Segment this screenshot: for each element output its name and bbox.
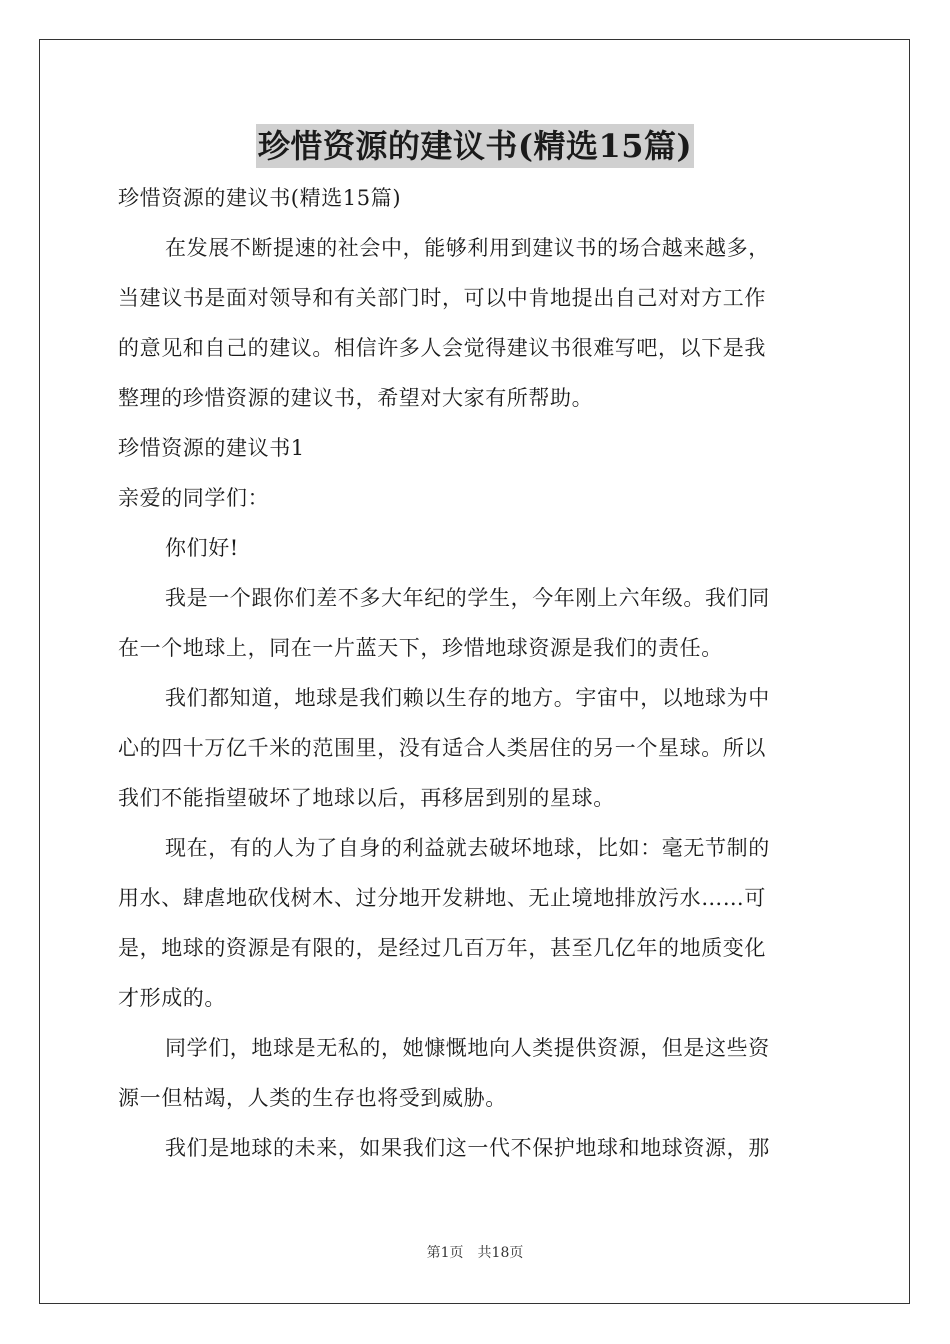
text-line: 同学们，地球是无私的，她慷慨地向人类提供资源，但是这些资 (165, 1036, 770, 1060)
text-line: 珍惜资源的建议书(精选15篇) (118, 186, 402, 210)
text-line: 你们好! (165, 536, 239, 560)
text-line: 才形成的。 (118, 986, 226, 1010)
text-line: 的意见和自己的建议。相信许多人会觉得建议书很难写吧，以下是我 (118, 336, 766, 360)
text-line: 现在，有的人为了自身的利益就去破坏地球，比如：毫无节制的 (165, 836, 770, 860)
text-line: 心的四十万亿千米的范围里，没有适合人类居住的另一个星球。所以 (118, 736, 766, 760)
page-footer (0, 1243, 950, 1263)
text-line: 整理的珍惜资源的建议书，希望对大家有所帮助。 (118, 386, 594, 410)
page-total: 共18页 (477, 1245, 524, 1261)
title-container (0, 124, 950, 168)
text-line: 珍惜资源的建议书1 (118, 436, 305, 460)
document-title: 珍惜资源的建议书(精选15篇) (256, 124, 694, 168)
text-line: 在发展不断提速的社会中，能够利用到建议书的场合越来越多， (165, 236, 770, 260)
text-line: 用水、肆虐地砍伐树木、过分地开发耕地、无止境地排放污水……可 (118, 886, 766, 910)
document-body (118, 173, 834, 1173)
text-line: 当建议书是面对领导和有关部门时，可以中肯地提出自己对对方工作 (118, 286, 766, 310)
text-line: 亲爱的同学们： (118, 486, 270, 510)
text-line: 我们不能指望破坏了地球以后，再移居到别的星球。 (118, 786, 615, 810)
text-line: 在一个地球上，同在一片蓝天下，珍惜地球资源是我们的责任。 (118, 636, 723, 660)
page-number: 第1页 (426, 1245, 464, 1261)
text-line: 是，地球的资源是有限的，是经过几百万年，甚至几亿年的地质变化 (118, 936, 766, 960)
text-line: 我们是地球的未来，如果我们这一代不保护地球和地球资源，那 (165, 1136, 770, 1160)
text-line: 我们都知道，地球是我们赖以生存的地方。宇宙中，以地球为中 (165, 686, 770, 710)
text-line: 源一但枯竭，人类的生存也将受到威胁。 (118, 1086, 507, 1110)
text-line: 我是一个跟你们差不多大年纪的学生，今年刚上六年级。我们同 (165, 586, 770, 610)
